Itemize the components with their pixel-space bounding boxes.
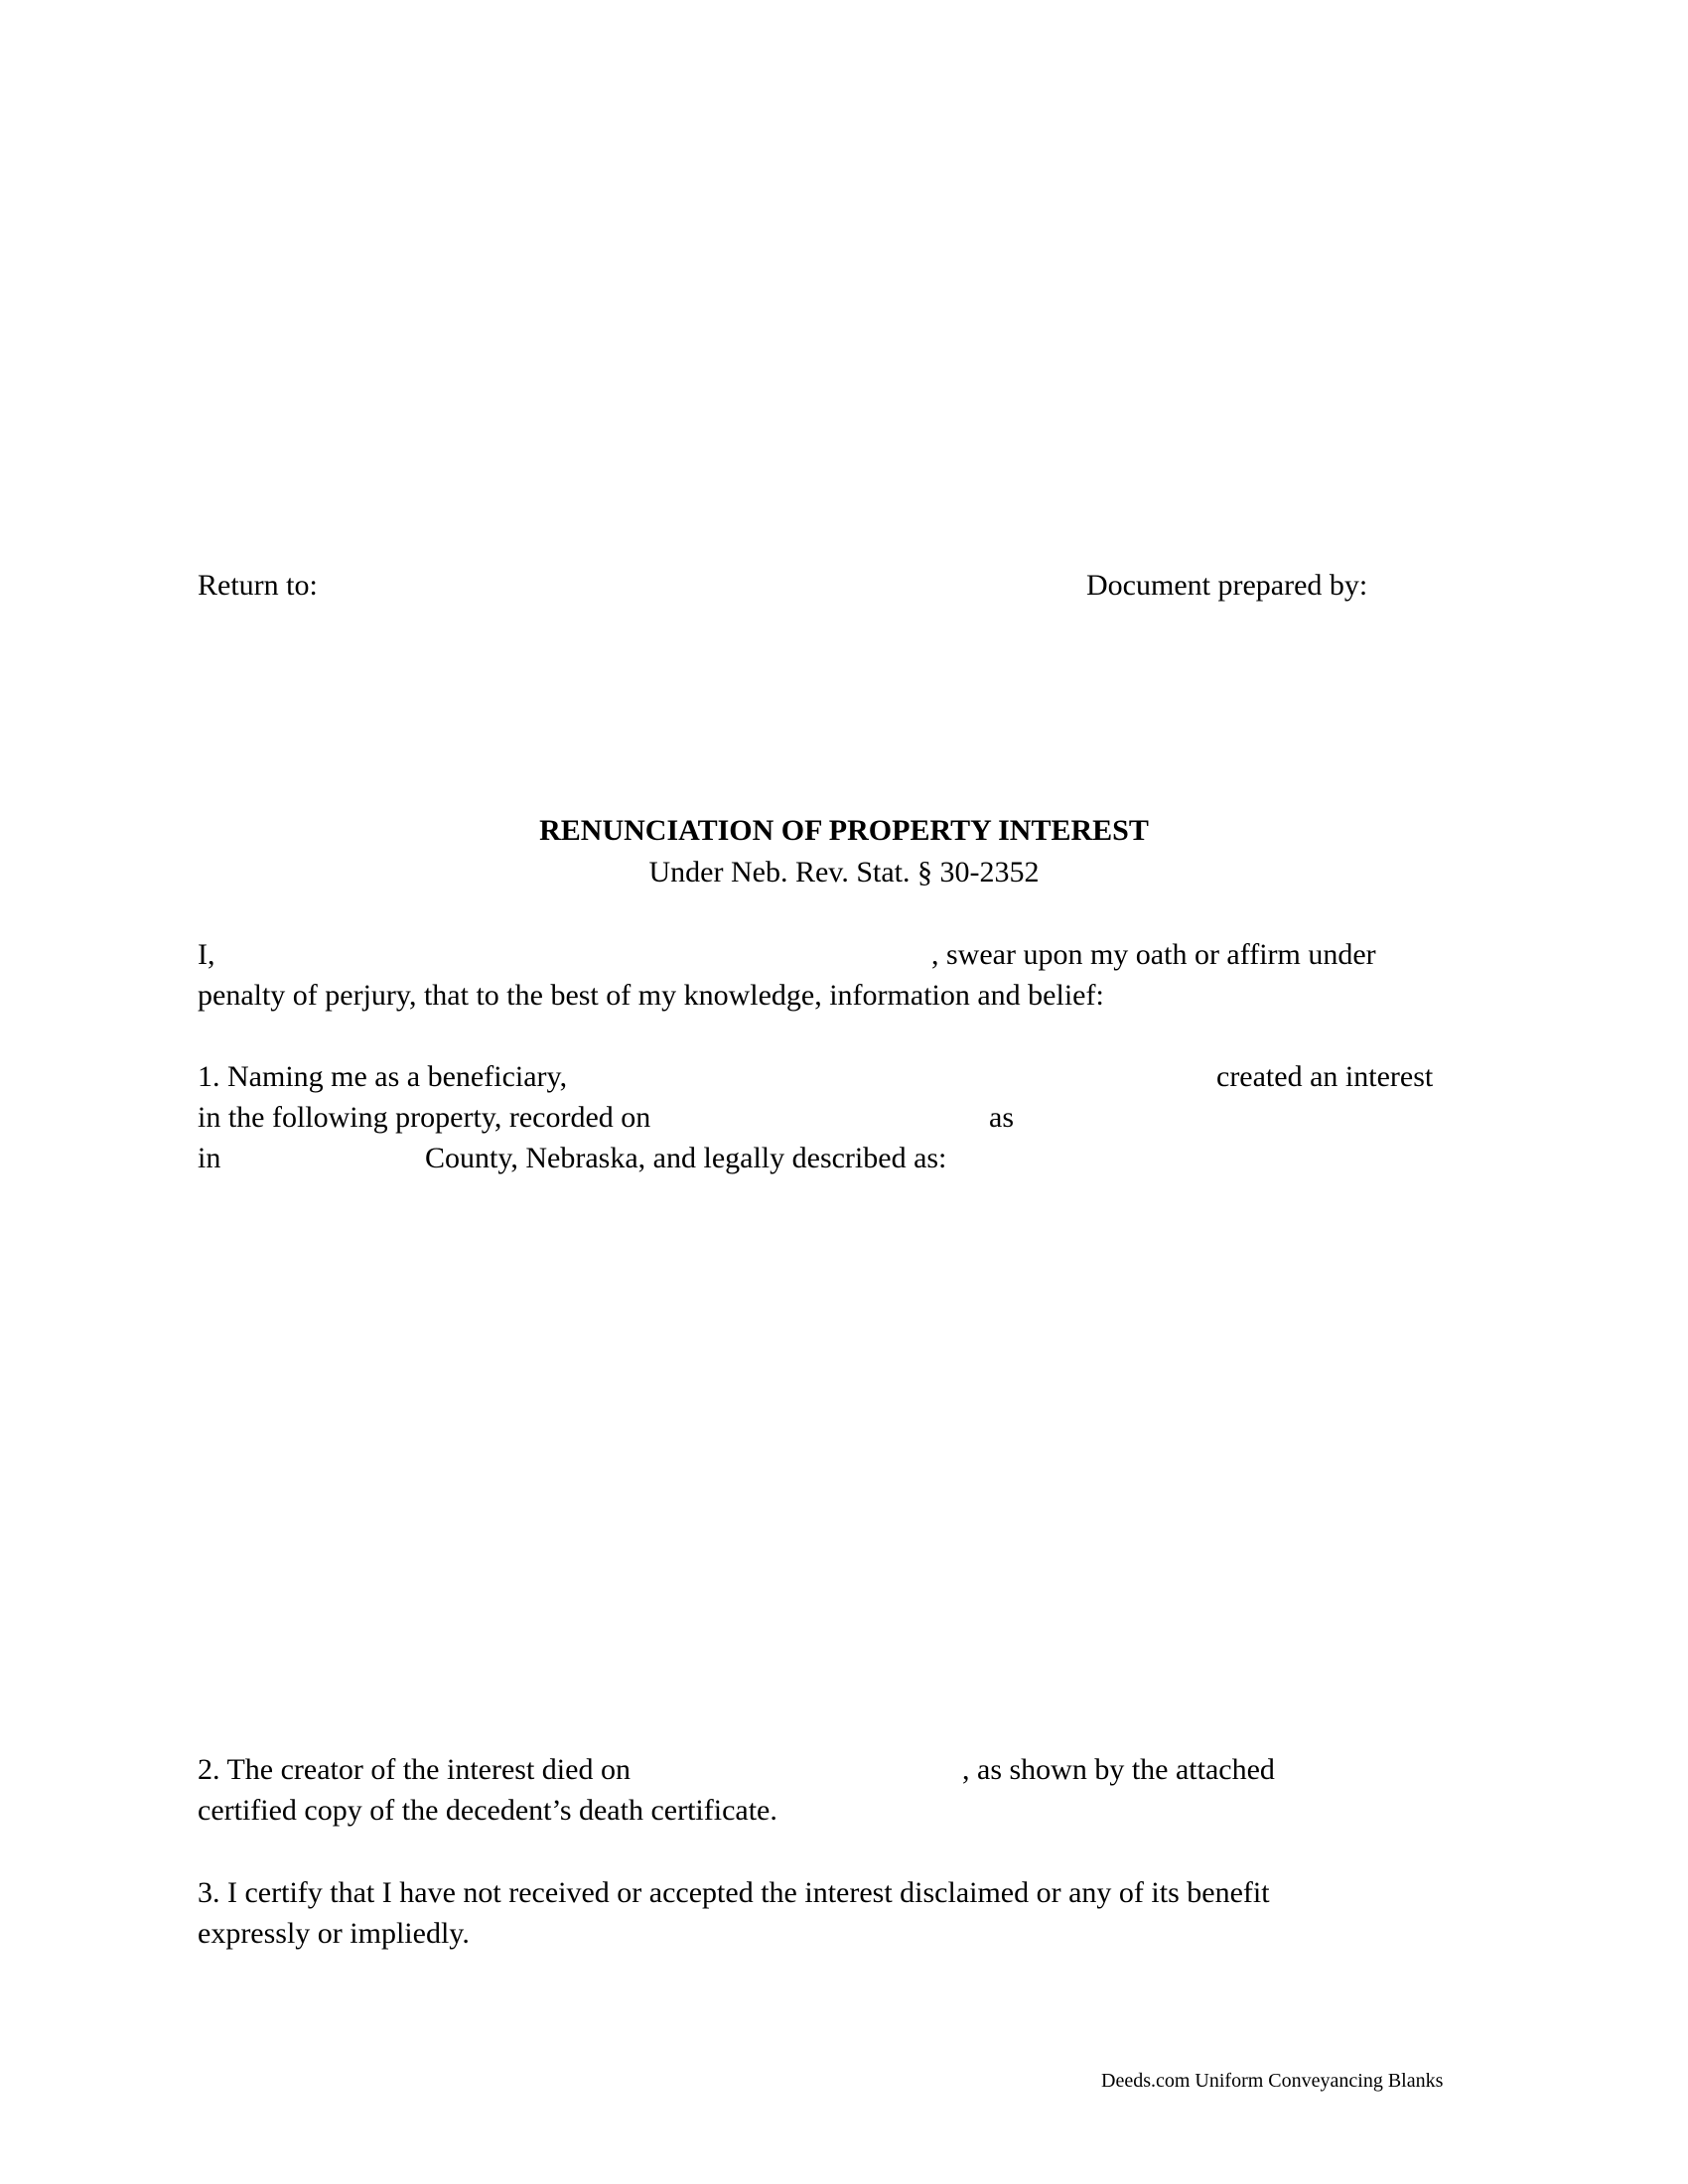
return-to-label: Return to: — [198, 569, 318, 602]
para1-line2-left: in the following property, recorded on — [198, 1101, 651, 1134]
document-title: RENUNCIATION OF PROPERTY INTEREST — [539, 814, 1149, 847]
footer-text: Deeds.com Uniform Conveyancing Blanks — [1101, 2070, 1444, 2092]
para1-line3-county: County, Nebraska, and legally described as: — [425, 1142, 947, 1174]
para1-line1-left: 1. Naming me as a beneficiary, — [198, 1060, 568, 1093]
intro-i-label: I, — [198, 938, 215, 971]
intro-line-2: penalty of perjury, that to the best of my knowledge, information and belief: — [198, 979, 1104, 1012]
para2-line1-left: 2. The creator of the interest died on — [198, 1753, 631, 1786]
document-subtitle: Under Neb. Rev. Stat. § 30-2352 — [648, 856, 1040, 888]
para1-line1-right: created an interest — [1216, 1060, 1434, 1093]
intro-swear-text: , swear upon my oath or affirm under — [931, 938, 1376, 971]
para2-line2: certified copy of the decedent’s death certificate. — [198, 1794, 777, 1827]
para1-line2-as: as — [989, 1101, 1014, 1134]
para1-line3-in: in — [198, 1142, 221, 1174]
para3-line2: expressly or impliedly. — [198, 1917, 470, 1950]
prepared-by-label: Document prepared by: — [1086, 569, 1368, 602]
para3-line1: 3. I certify that I have not received or accepted the interest disclaimed or any of its benefit — [198, 1876, 1270, 1909]
para2-line1-right: , as shown by the attached — [962, 1753, 1275, 1786]
